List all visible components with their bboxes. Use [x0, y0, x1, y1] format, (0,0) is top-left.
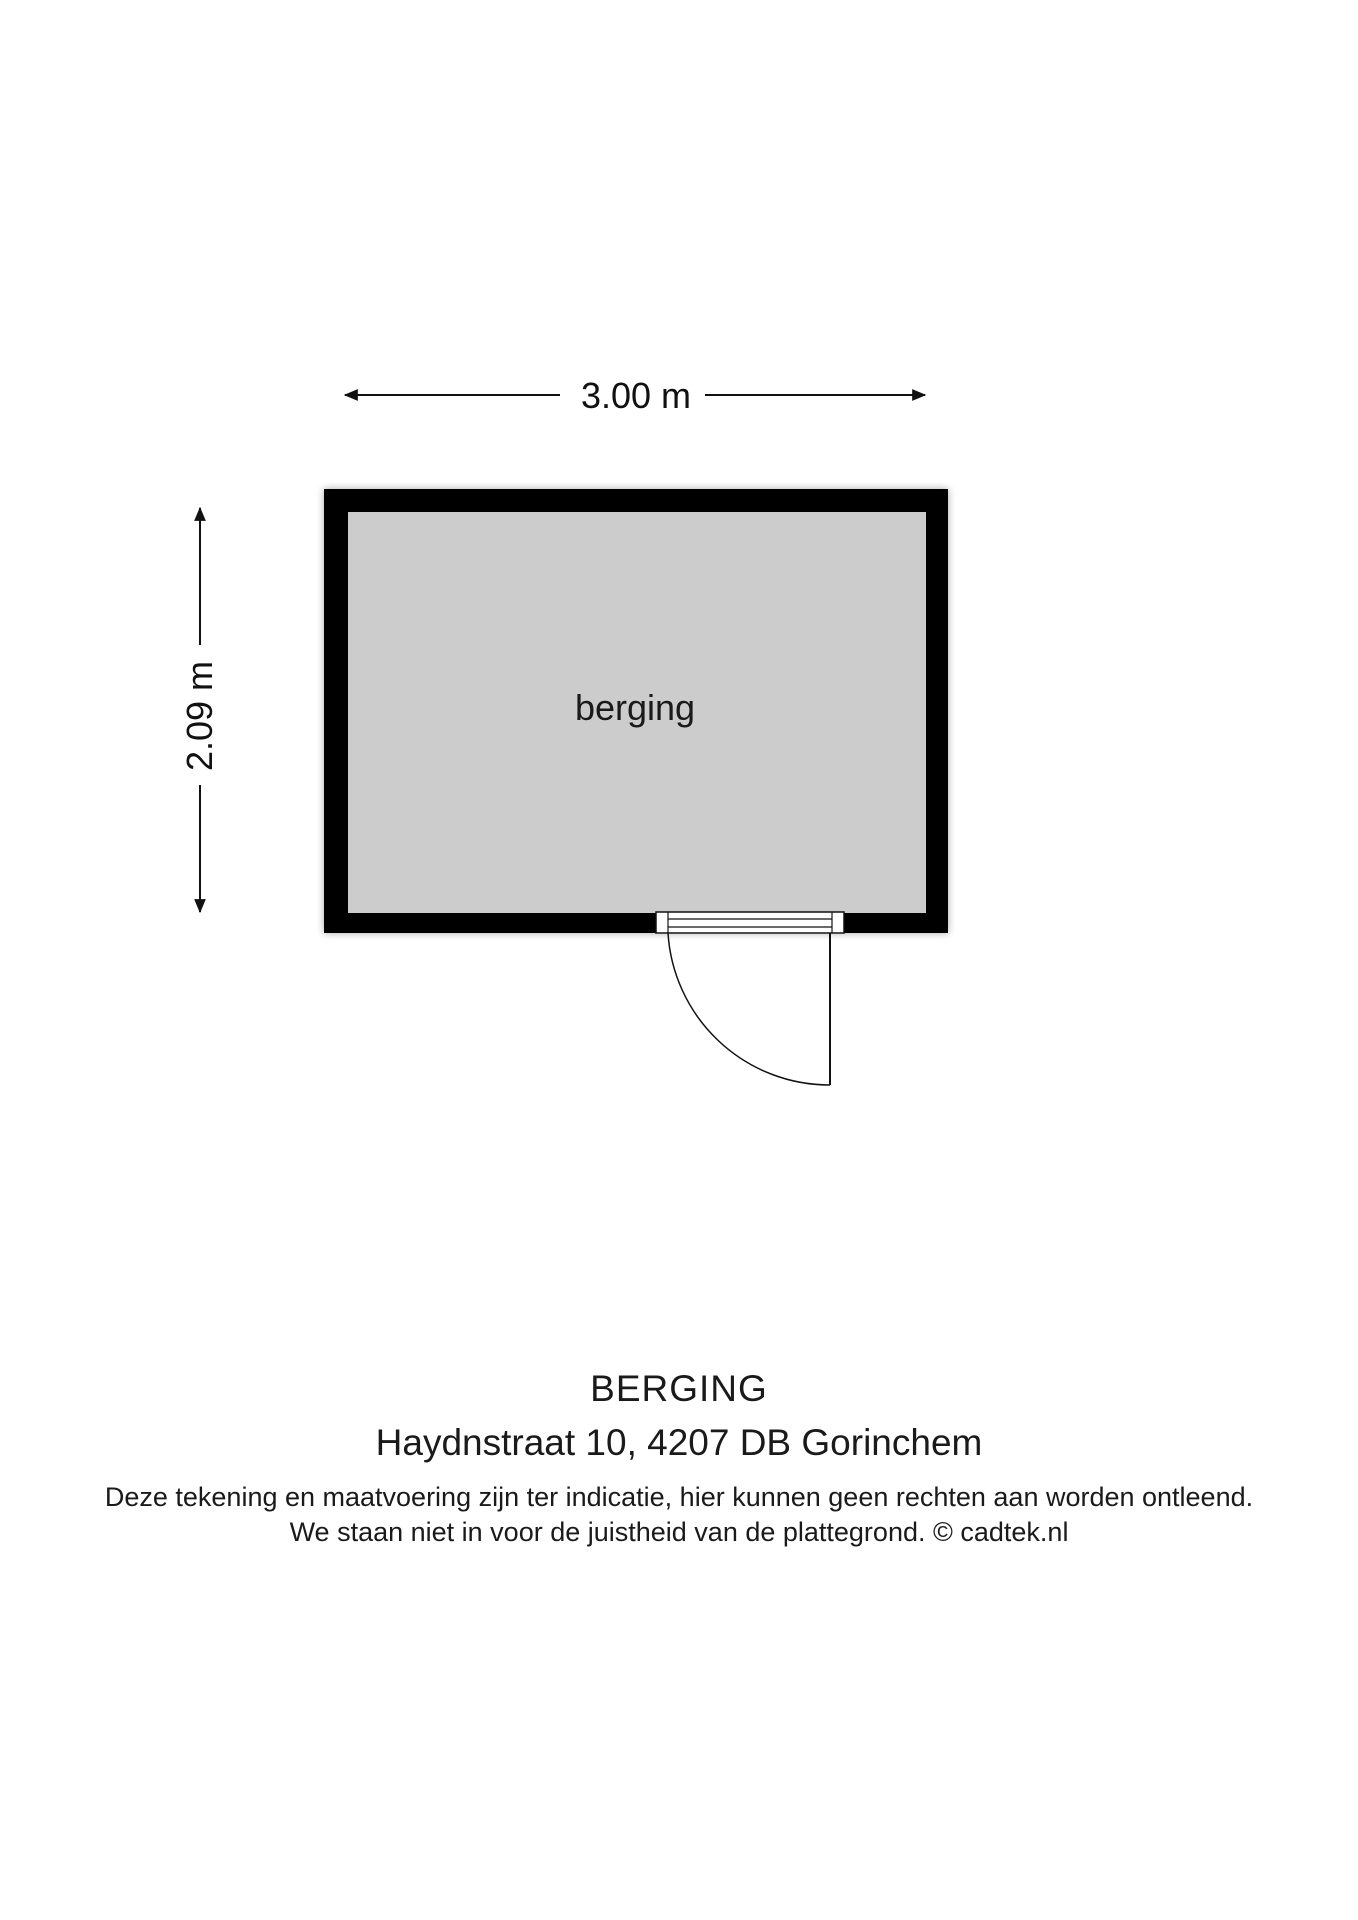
plan-title: BERGING — [590, 1368, 768, 1409]
door-opening — [656, 912, 844, 934]
room-label: berging — [574, 687, 696, 728]
width-dimension — [345, 375, 925, 416]
width-dimension-label: 3.00 m — [580, 375, 692, 416]
plan-address: Haydnstraat 10, 4207 DB Gorinchem — [375, 1422, 983, 1463]
door — [656, 912, 844, 1085]
disclaimer-line-1: Deze tekening en maatvoering zijn ter indicatie, hier kunnen geen rechten aan worden ontleend. — [104, 1482, 1254, 1512]
door-swing-arc — [668, 933, 830, 1085]
height-dimension-label: 2.09 m — [179, 660, 220, 772]
disclaimer-line-2: We staan niet in voor de juistheid van de plattegrond. © cadtek.nl — [289, 1517, 1069, 1547]
room — [324, 489, 948, 933]
height-dimension — [179, 508, 220, 912]
